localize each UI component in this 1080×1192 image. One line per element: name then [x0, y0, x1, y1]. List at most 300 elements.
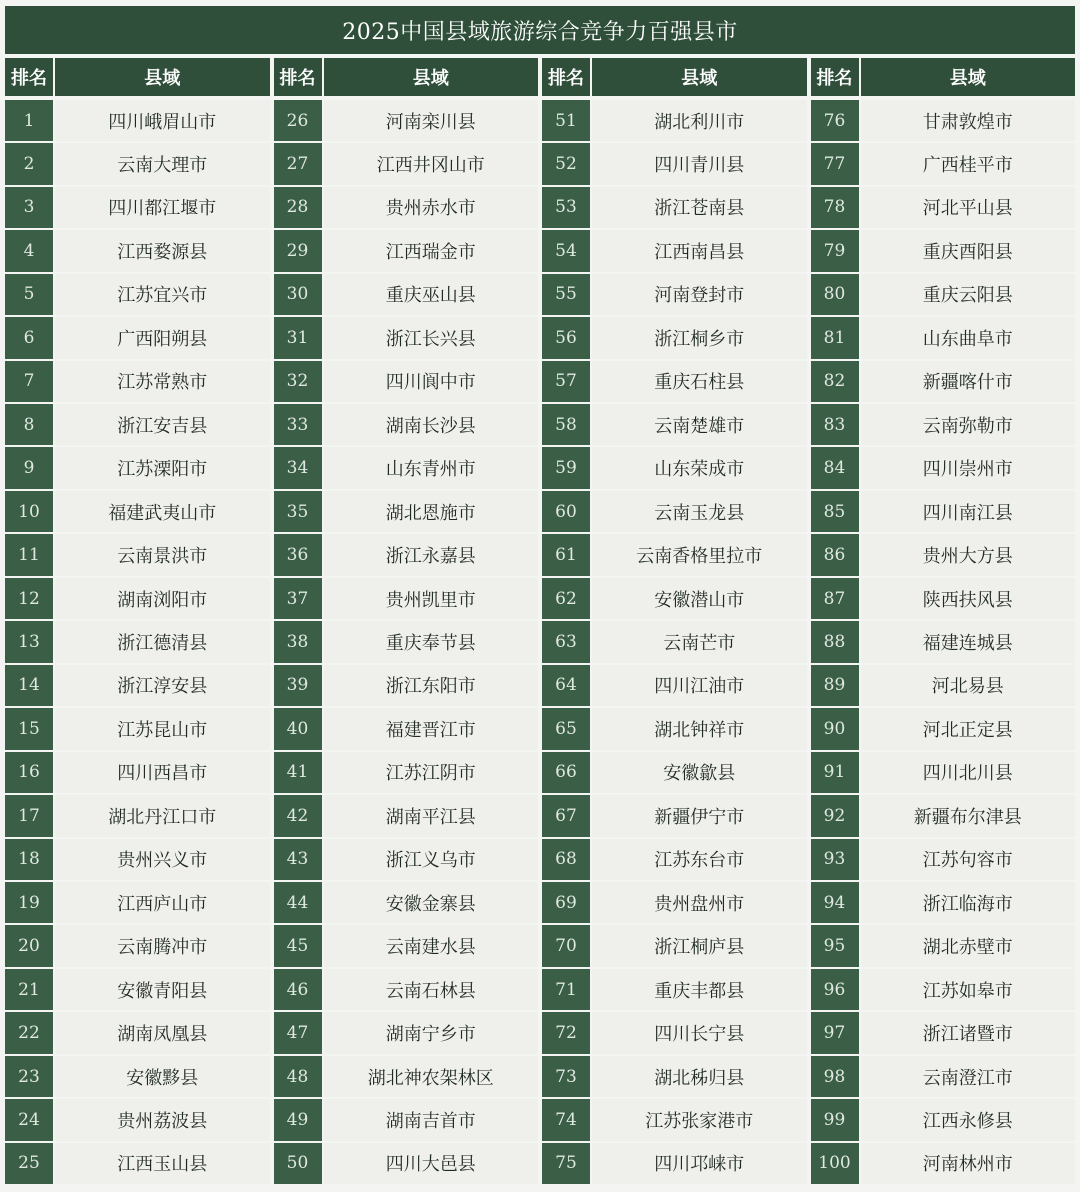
rank-cell: 38 [274, 621, 322, 662]
county-cell: 湖北利川市 [592, 100, 807, 141]
rank-cell: 67 [542, 795, 590, 836]
county-cell: 福建晋江市 [324, 708, 539, 749]
table-row [5, 100, 270, 141]
table-row [542, 578, 807, 619]
rank-cell: 93 [811, 839, 859, 880]
rank-cell: 57 [542, 361, 590, 402]
rank-cell: 90 [811, 708, 859, 749]
county-cell: 安徽青阳县 [55, 969, 270, 1010]
table-row [274, 708, 539, 749]
rank-cell: 75 [542, 1143, 590, 1184]
rank-cell: 59 [542, 447, 590, 488]
rank-cell: 7 [5, 361, 53, 402]
county-cell: 浙江东阳市 [324, 665, 539, 706]
rank-cell: 1 [5, 100, 53, 141]
county-cell: 四川青川县 [592, 143, 807, 184]
county-cell: 贵州荔波县 [55, 1099, 270, 1140]
rank-cell: 79 [811, 230, 859, 271]
county-cell: 四川北川县 [861, 752, 1076, 793]
county-cell: 重庆巫山县 [324, 274, 539, 315]
rank-cell: 24 [5, 1099, 53, 1140]
county-cell: 安徽歙县 [592, 752, 807, 793]
table-row [542, 361, 807, 402]
county-cell: 福建武夷山市 [55, 491, 270, 532]
table-row [274, 143, 539, 184]
rank-cell: 43 [274, 839, 322, 880]
table-row [542, 100, 807, 141]
county-cell: 重庆丰都县 [592, 969, 807, 1010]
table-row [5, 708, 270, 749]
table-row [5, 187, 270, 228]
table-row [542, 1099, 807, 1140]
rank-cell: 17 [5, 795, 53, 836]
table-row [811, 1099, 1076, 1140]
table-row [274, 447, 539, 488]
county-cell: 重庆酉阳县 [861, 230, 1076, 271]
county-cell: 重庆奉节县 [324, 621, 539, 662]
rank-cell: 9 [5, 447, 53, 488]
county-cell: 湖南长沙县 [324, 404, 539, 445]
county-cell: 贵州凯里市 [324, 578, 539, 619]
county-cell: 湖北恩施市 [324, 491, 539, 532]
rank-cell: 52 [542, 143, 590, 184]
county-cell: 四川崇州市 [861, 447, 1076, 488]
rank-cell: 63 [542, 621, 590, 662]
table-grid [5, 58, 1075, 1186]
table-row [542, 1012, 807, 1053]
county-cell: 贵州赤水市 [324, 187, 539, 228]
table-row [811, 839, 1076, 880]
rank-cell: 78 [811, 187, 859, 228]
table-row [542, 143, 807, 184]
rank-cell: 11 [5, 534, 53, 575]
county-cell: 福建连城县 [861, 621, 1076, 662]
county-cell: 浙江长兴县 [324, 317, 539, 358]
county-cell: 云南腾冲市 [55, 925, 270, 966]
county-cell: 云南澄江市 [861, 1056, 1076, 1097]
table-row [542, 447, 807, 488]
county-cell: 浙江淳安县 [55, 665, 270, 706]
county-cell: 湖南凤凰县 [55, 1012, 270, 1053]
county-cell: 重庆云阳县 [861, 274, 1076, 315]
table-row [811, 925, 1076, 966]
table-row [274, 665, 539, 706]
rank-cell: 44 [274, 882, 322, 923]
table-row [811, 143, 1076, 184]
table-row [274, 1012, 539, 1053]
county-cell: 云南景洪市 [55, 534, 270, 575]
county-cell: 浙江桐乡市 [592, 317, 807, 358]
county-cell: 安徽潜山市 [592, 578, 807, 619]
county-cell: 浙江苍南县 [592, 187, 807, 228]
table-row [5, 534, 270, 575]
table-row [542, 317, 807, 358]
rank-cell: 54 [542, 230, 590, 271]
rank-cell: 40 [274, 708, 322, 749]
county-cell: 云南玉龙县 [592, 491, 807, 532]
county-cell: 河北易县 [861, 665, 1076, 706]
table-row [542, 969, 807, 1010]
rank-cell: 27 [274, 143, 322, 184]
rank-cell: 4 [5, 230, 53, 271]
county-cell: 湖南吉首市 [324, 1099, 539, 1140]
rank-cell: 77 [811, 143, 859, 184]
county-cell: 四川南江县 [861, 491, 1076, 532]
rank-cell: 91 [811, 752, 859, 793]
table-row [542, 925, 807, 966]
table-row [542, 708, 807, 749]
rank-cell: 16 [5, 752, 53, 793]
county-cell: 安徽金寨县 [324, 882, 539, 923]
county-cell: 云南大理市 [55, 143, 270, 184]
rank-cell: 80 [811, 274, 859, 315]
county-cell: 湖南平江县 [324, 795, 539, 836]
county-header: 县域 [592, 58, 807, 96]
rank-cell: 94 [811, 882, 859, 923]
rank-cell: 84 [811, 447, 859, 488]
table-row [274, 752, 539, 793]
county-header: 县域 [324, 58, 539, 96]
rank-cell: 86 [811, 534, 859, 575]
table-row [811, 708, 1076, 749]
rank-cell: 10 [5, 491, 53, 532]
table-row [811, 447, 1076, 488]
county-cell: 湖南浏阳市 [55, 578, 270, 619]
table-row [5, 621, 270, 662]
table-row [5, 491, 270, 532]
rank-cell: 74 [542, 1099, 590, 1140]
rank-cell: 88 [811, 621, 859, 662]
county-cell: 河南栾川县 [324, 100, 539, 141]
rank-cell: 46 [274, 969, 322, 1010]
table-row [5, 795, 270, 836]
county-cell: 新疆布尔津县 [861, 795, 1076, 836]
county-cell: 云南芒市 [592, 621, 807, 662]
county-cell: 贵州兴义市 [55, 839, 270, 880]
county-cell: 云南石林县 [324, 969, 539, 1010]
table-row [274, 795, 539, 836]
rank-cell: 76 [811, 100, 859, 141]
header-row [274, 58, 539, 96]
table-row [542, 621, 807, 662]
county-cell: 湖南宁乡市 [324, 1012, 539, 1053]
table-row [5, 1012, 270, 1053]
rank-cell: 41 [274, 752, 322, 793]
rank-cell: 62 [542, 578, 590, 619]
table-row [811, 317, 1076, 358]
table-row [5, 1143, 270, 1184]
rank-cell: 3 [5, 187, 53, 228]
rank-cell: 35 [274, 491, 322, 532]
rank-header: 排名 [5, 58, 53, 96]
table-row [811, 100, 1076, 141]
table-row [5, 839, 270, 880]
table-row [274, 1056, 539, 1097]
county-cell: 云南香格里拉市 [592, 534, 807, 575]
table-row [5, 1056, 270, 1097]
county-cell: 河北正定县 [861, 708, 1076, 749]
table-row [811, 969, 1076, 1010]
table-row [542, 839, 807, 880]
table-row [542, 1143, 807, 1184]
county-cell: 安徽黟县 [55, 1056, 270, 1097]
header-row [542, 58, 807, 96]
rank-cell: 100 [811, 1143, 859, 1184]
table-row [5, 143, 270, 184]
table-row [811, 534, 1076, 575]
rank-cell: 70 [542, 925, 590, 966]
rank-cell: 92 [811, 795, 859, 836]
table-row [274, 534, 539, 575]
rank-cell: 33 [274, 404, 322, 445]
rank-cell: 65 [542, 708, 590, 749]
table-column [274, 58, 539, 1186]
table-row [5, 317, 270, 358]
table-row [274, 491, 539, 532]
rank-cell: 15 [5, 708, 53, 749]
table-row [5, 404, 270, 445]
rank-cell: 96 [811, 969, 859, 1010]
table-row [274, 621, 539, 662]
rank-cell: 53 [542, 187, 590, 228]
rank-cell: 2 [5, 143, 53, 184]
county-cell: 四川阆中市 [324, 361, 539, 402]
county-cell: 四川大邑县 [324, 1143, 539, 1184]
rank-header: 排名 [542, 58, 590, 96]
rank-cell: 81 [811, 317, 859, 358]
table-row [274, 361, 539, 402]
table-row [811, 361, 1076, 402]
table-column [5, 58, 270, 1186]
county-cell: 江西永修县 [861, 1099, 1076, 1140]
rank-cell: 30 [274, 274, 322, 315]
rank-cell: 45 [274, 925, 322, 966]
table-row [5, 665, 270, 706]
county-cell: 四川江油市 [592, 665, 807, 706]
table-column [542, 58, 807, 1186]
rank-cell: 21 [5, 969, 53, 1010]
table-column [811, 58, 1076, 1186]
table-row [811, 665, 1076, 706]
county-header: 县域 [55, 58, 270, 96]
county-cell: 山东青州市 [324, 447, 539, 488]
county-cell: 新疆喀什市 [861, 361, 1076, 402]
county-cell: 甘肃敦煌市 [861, 100, 1076, 141]
table-row [811, 621, 1076, 662]
rank-cell: 19 [5, 882, 53, 923]
rank-cell: 87 [811, 578, 859, 619]
rank-cell: 25 [5, 1143, 53, 1184]
rank-cell: 85 [811, 491, 859, 532]
rank-cell: 26 [274, 100, 322, 141]
table-row [274, 317, 539, 358]
county-cell: 新疆伊宁市 [592, 795, 807, 836]
table-row [542, 882, 807, 923]
table-row [5, 447, 270, 488]
table-row [811, 491, 1076, 532]
county-cell: 河南林州市 [861, 1143, 1076, 1184]
rank-cell: 50 [274, 1143, 322, 1184]
rank-cell: 95 [811, 925, 859, 966]
rank-cell: 69 [542, 882, 590, 923]
rank-cell: 47 [274, 1012, 322, 1053]
county-cell: 湖北丹江口市 [55, 795, 270, 836]
county-cell: 湖北神农架林区 [324, 1056, 539, 1097]
table-row [274, 925, 539, 966]
table-row [5, 361, 270, 402]
county-cell: 江西婺源县 [55, 230, 270, 271]
rank-cell: 99 [811, 1099, 859, 1140]
rank-cell: 71 [542, 969, 590, 1010]
rank-cell: 22 [5, 1012, 53, 1053]
county-cell: 四川长宁县 [592, 1012, 807, 1053]
table-row [274, 969, 539, 1010]
table-row [542, 795, 807, 836]
rank-cell: 56 [542, 317, 590, 358]
table-row [542, 187, 807, 228]
table-row [811, 1143, 1076, 1184]
rank-cell: 72 [542, 1012, 590, 1053]
table-row [811, 1012, 1076, 1053]
county-header: 县域 [861, 58, 1076, 96]
county-cell: 云南建水县 [324, 925, 539, 966]
rank-cell: 55 [542, 274, 590, 315]
table-row [811, 1056, 1076, 1097]
rank-cell: 36 [274, 534, 322, 575]
rank-cell: 48 [274, 1056, 322, 1097]
rank-cell: 60 [542, 491, 590, 532]
rank-cell: 18 [5, 839, 53, 880]
table-row [274, 404, 539, 445]
county-cell: 浙江安吉县 [55, 404, 270, 445]
county-cell: 河南登封市 [592, 274, 807, 315]
county-cell: 重庆石柱县 [592, 361, 807, 402]
county-cell: 江苏溧阳市 [55, 447, 270, 488]
table-row [274, 187, 539, 228]
header-row [811, 58, 1076, 96]
table-row [5, 578, 270, 619]
county-cell: 云南弥勒市 [861, 404, 1076, 445]
ranking-table [5, 6, 1075, 1186]
rank-cell: 82 [811, 361, 859, 402]
county-cell: 湖北钟祥市 [592, 708, 807, 749]
county-cell: 山东荣成市 [592, 447, 807, 488]
rank-cell: 6 [5, 317, 53, 358]
table-row [274, 882, 539, 923]
rank-cell: 61 [542, 534, 590, 575]
table-row [811, 882, 1076, 923]
county-cell: 江苏宜兴市 [55, 274, 270, 315]
county-cell: 浙江临海市 [861, 882, 1076, 923]
table-row [274, 230, 539, 271]
county-cell: 贵州大方县 [861, 534, 1076, 575]
rank-cell: 12 [5, 578, 53, 619]
rank-cell: 20 [5, 925, 53, 966]
rank-cell: 89 [811, 665, 859, 706]
county-cell: 江苏江阴市 [324, 752, 539, 793]
rank-cell: 51 [542, 100, 590, 141]
rank-cell: 98 [811, 1056, 859, 1097]
county-cell: 江苏句容市 [861, 839, 1076, 880]
table-row [5, 925, 270, 966]
table-row [811, 752, 1076, 793]
rank-cell: 68 [542, 839, 590, 880]
county-cell: 江西玉山县 [55, 1143, 270, 1184]
county-cell: 江苏东台市 [592, 839, 807, 880]
rank-cell: 28 [274, 187, 322, 228]
table-row [5, 230, 270, 271]
table-row [274, 578, 539, 619]
rank-cell: 31 [274, 317, 322, 358]
table-row [811, 795, 1076, 836]
table-row [542, 752, 807, 793]
rank-cell: 34 [274, 447, 322, 488]
table-row [274, 1143, 539, 1184]
county-cell: 广西阳朔县 [55, 317, 270, 358]
rank-cell: 58 [542, 404, 590, 445]
county-cell: 云南楚雄市 [592, 404, 807, 445]
table-row [274, 274, 539, 315]
county-cell: 江西井冈山市 [324, 143, 539, 184]
table-row [542, 404, 807, 445]
table-row [811, 230, 1076, 271]
county-cell: 山东曲阜市 [861, 317, 1076, 358]
county-cell: 江苏如皋市 [861, 969, 1076, 1010]
county-cell: 河北平山县 [861, 187, 1076, 228]
table-row [274, 100, 539, 141]
rank-cell: 5 [5, 274, 53, 315]
header-row [5, 58, 270, 96]
rank-cell: 32 [274, 361, 322, 402]
rank-cell: 42 [274, 795, 322, 836]
table-row [811, 578, 1076, 619]
county-cell: 浙江永嘉县 [324, 534, 539, 575]
rank-cell: 97 [811, 1012, 859, 1053]
county-cell: 贵州盘州市 [592, 882, 807, 923]
rank-cell: 64 [542, 665, 590, 706]
county-cell: 四川西昌市 [55, 752, 270, 793]
rank-cell: 14 [5, 665, 53, 706]
county-cell: 湖北秭归县 [592, 1056, 807, 1097]
county-cell: 四川邛崃市 [592, 1143, 807, 1184]
table-title: 2025中国县域旅游综合竞争力百强县市 [5, 6, 1075, 58]
rank-cell: 13 [5, 621, 53, 662]
county-cell: 江西庐山市 [55, 882, 270, 923]
county-cell: 江西瑞金市 [324, 230, 539, 271]
county-cell: 浙江德清县 [55, 621, 270, 662]
rank-cell: 37 [274, 578, 322, 619]
rank-cell: 8 [5, 404, 53, 445]
rank-cell: 23 [5, 1056, 53, 1097]
table-row [274, 839, 539, 880]
rank-header: 排名 [274, 58, 322, 96]
rank-cell: 66 [542, 752, 590, 793]
rank-header: 排名 [811, 58, 859, 96]
table-row [5, 969, 270, 1010]
county-cell: 浙江桐庐县 [592, 925, 807, 966]
table-row [5, 1099, 270, 1140]
rank-cell: 83 [811, 404, 859, 445]
county-cell: 浙江诸暨市 [861, 1012, 1076, 1053]
table-row [542, 665, 807, 706]
table-row [542, 274, 807, 315]
county-cell: 广西桂平市 [861, 143, 1076, 184]
table-row [542, 491, 807, 532]
table-row [542, 230, 807, 271]
county-cell: 湖北赤壁市 [861, 925, 1076, 966]
table-row [542, 1056, 807, 1097]
rank-cell: 39 [274, 665, 322, 706]
